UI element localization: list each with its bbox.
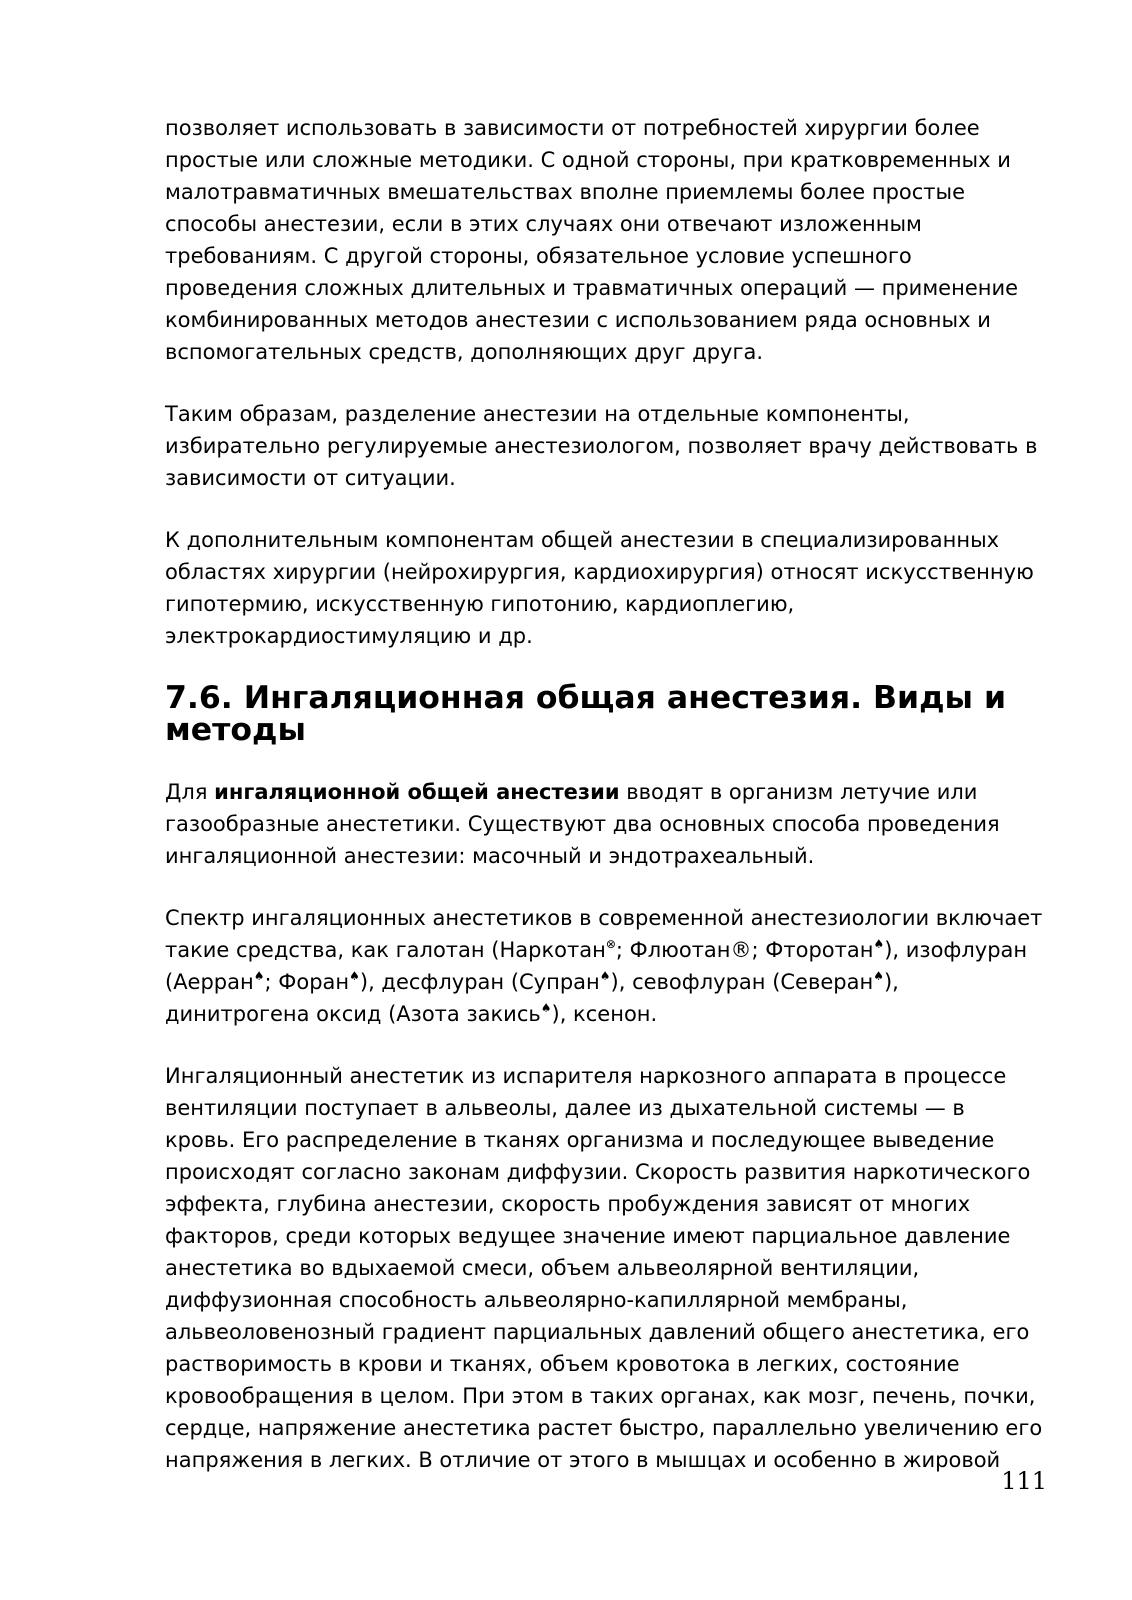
paragraph-surgery-methods: позволяет использовать в зависимости от потребностей хирургии более простые или сложные методики. С одной стороны, при кратковременных и малотравматичных вмешательствах вполне приемлемы более простые способы анестезии, если в этих случаях они отвечают изложенным требованиям. С другой стороны, обязательное условие успешного проведения сложных длительных и травматичных операций — применение комбинированных методов анестезии с использованием ряда основных и вспомогательных средств, дополняющих друг друга. [165,116,1019,364]
inhalation-prefix: Для [165,780,215,804]
paragraph-anesthetics-list [165,902,1065,1030]
drugs-text-4: ; Форан [264,970,350,994]
paragraph-anesthesia-components: Таким образам, разделение анестезии на отдельные компоненты, избирательно регулируемые анестезиологом, позволяет врачу действовать в зависимости от ситуации. [165,402,1038,490]
page-body [165,112,1065,1506]
drugs-text-3: ), изофлуран (Аерран [165,938,1028,994]
paragraph-additional-components: К дополнительным компонентам общей анестезии в специализированных областях хирургии (нейрохирургия, кардиохирургия) относят искусственную гипотермию, искусственную гипотонию, кардиоплегию, электрокардиостимуляцию и др. [165,528,1034,648]
section-heading: 7.6. Ингаляционная общая анестезия. Виды и методы [165,680,1007,748]
drugs-text-7: ), динитрогена оксид (Азота закись [165,970,899,1026]
drug-mark-7: ♠ [540,1001,552,1015]
drugs-text-6: ), севофлуран (Северан [610,970,874,994]
drug-mark-4: ♠ [349,969,360,983]
drugs-text-5: ), десфлуран (Супран [359,970,600,994]
page-number: 111 [1001,1467,1047,1495]
drug-mark-3: ♠ [253,969,265,983]
drug-mark-2: ♠ [873,937,885,951]
inhalation-rest: вводят в организм летучие или газообразные анестетики. Существуют два основных способа проведения ингаляционной анестезии: масочный и эндотрахеальный. [165,780,1000,868]
paragraph-anesthetic-distribution: Ингаляционный анестетик из испарителя наркозного аппарата в процессе вентиляции поступает в альвеолы, далее из дыхательной системы — в кровь. Его распределение в тканях организма и последующее выведение происходят согласно законам диффузии. Скорость развития наркотического эффекта, глубина анестезии, скорость пробуждения зависят от многих факторов, среди которых ведущее значение имеют парциальное давление анестетика во вдыхаемой смеси, объем альвеолярной вентиляции, диффузионная способность альвеолярно-капиллярной мембраны, альвеоловенозный градиент парциальных давлений общего анестетика, его растворимость в крови и тканях, объем кровотока в легких, состояние кровообращения в целом. При этом в таких органах, как мозг, печень, почки, сердце, напряжение анестетика растет быстро, параллельно увеличению его напряжения в легких. В отличие от этого в мышцах и особенно в жировой [165,1064,1043,1472]
paragraph-inhalation-definition [165,776,1065,872]
drug-mark-6: ♠ [873,969,884,983]
drugs-text-8: ), ксенон. [551,1002,658,1026]
drugs-text-1: Спектр ингаляционных анестетиков в современной анестезиологии включает такие средства, как галотан (Наркотан [165,906,1043,962]
drug-mark-1: ⊗ [605,937,616,951]
drugs-text-2: ; Флюотан®; Фторотан [615,938,874,962]
inhalation-bold-term: ингаляционной общей анестезии [214,780,620,804]
drug-mark-5: ♠ [599,969,611,983]
